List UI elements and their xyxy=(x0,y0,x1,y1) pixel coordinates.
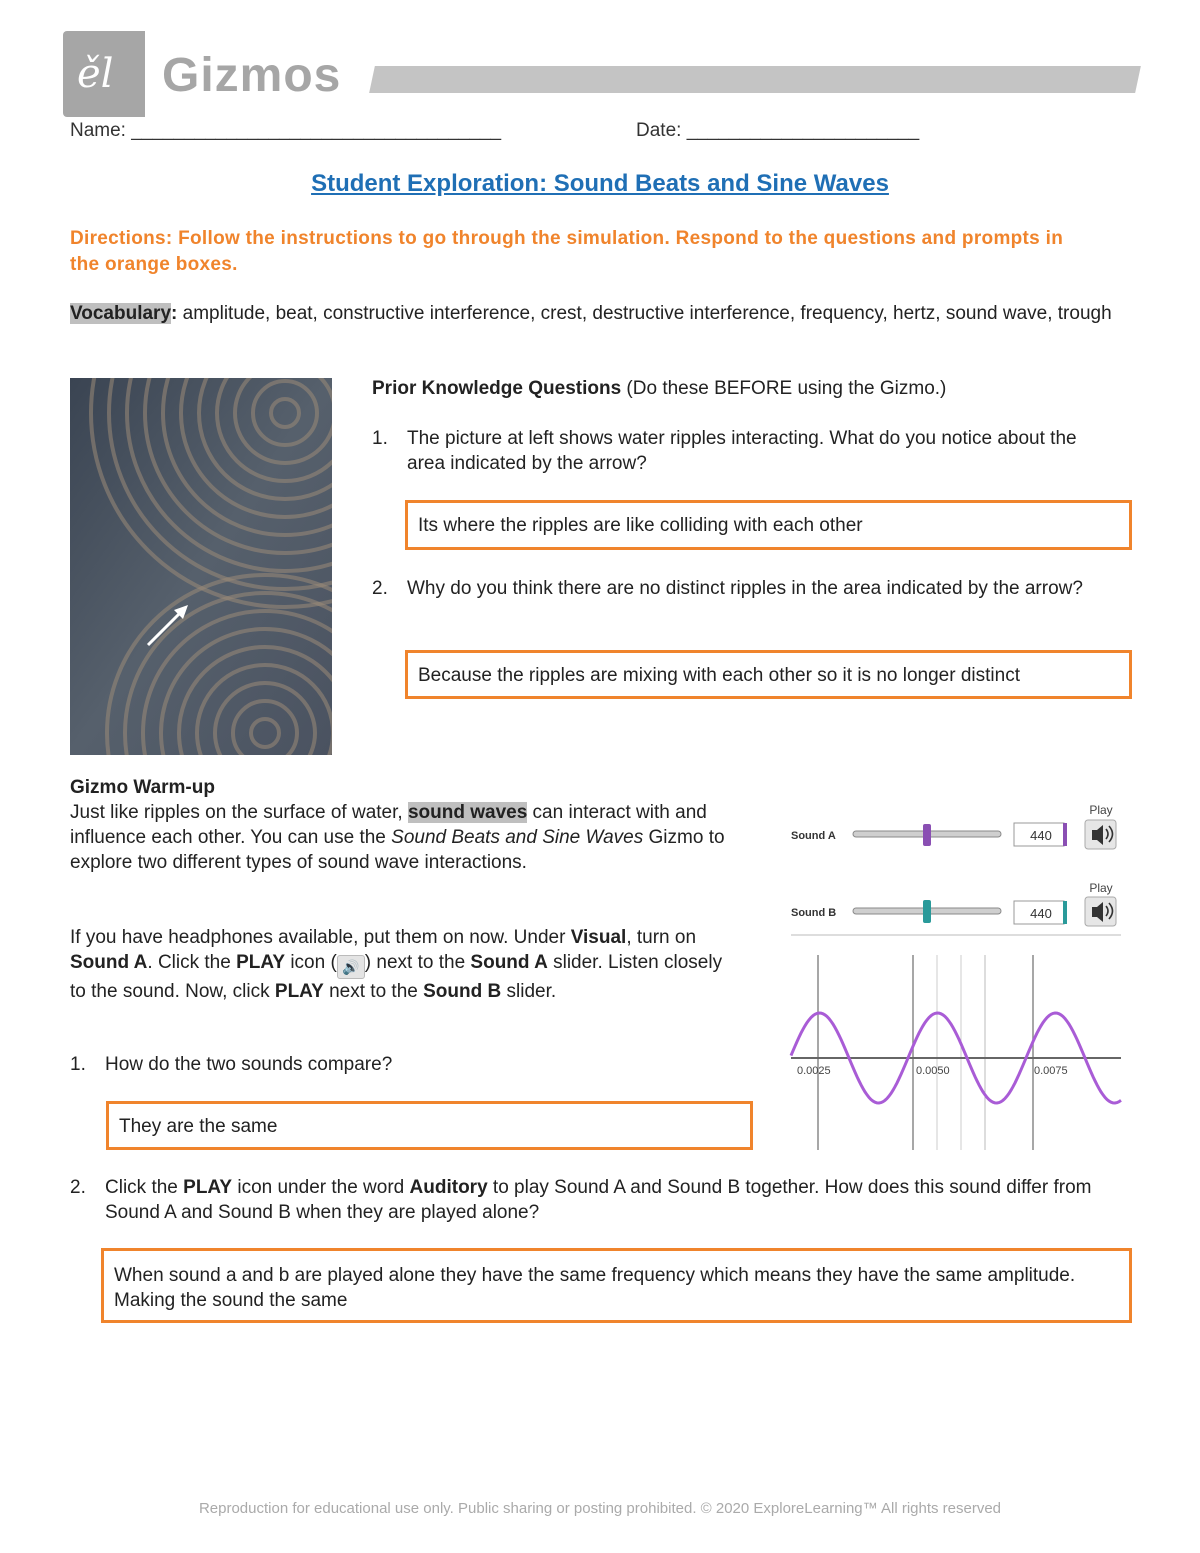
warmup-answer-2[interactable]: When sound a and b are played alone they have the same frequency which means they have the same amplitude. Making the sound the same xyxy=(101,1248,1132,1323)
speaker-icon: 🔊 xyxy=(337,955,365,979)
explorelearning-logo-mark: ěl xyxy=(63,31,145,117)
copyright-footer: Reproduction for educational use only. Public sharing or posting prohibited. © 2020 ExploreLearning™ All rights reserved xyxy=(198,1500,1002,1517)
sound-a-label: Sound A xyxy=(791,830,836,842)
water-ripples-photo xyxy=(70,378,332,755)
sound-a-slider[interactable] xyxy=(853,824,1001,846)
sound-b-label: Sound B xyxy=(791,907,837,919)
header-bar xyxy=(369,66,1141,93)
date-field-label: Date: ______________________ xyxy=(636,120,920,141)
x-tick-label: 0.0025 xyxy=(797,1065,831,1077)
page-title: Student Exploration: Sound Beats and Sine Waves xyxy=(311,170,889,197)
sound-b-slider[interactable] xyxy=(853,900,1001,923)
warmup-paragraph-1: Just like ripples on the surface of water, sound waves can interact with and influence each other. You can use the Sound Beats and Sine Waves Gizmo to explore two different types of sound wave interactions. xyxy=(70,802,725,873)
warmup-question-2: 2. Click the PLAY icon under the word Auditory to play Sound A and Sound B together. How does this sound differ from Sound A and Sound B when they are played alone? xyxy=(70,1177,1092,1223)
x-tick-label: 0.0050 xyxy=(916,1065,950,1077)
warmup-heading: Gizmo Warm-up xyxy=(70,777,215,798)
vocabulary-terms: amplitude, beat, constructive interference, crest, destructive interference, frequency, hertz, sound wave, trough xyxy=(177,303,1112,324)
gizmos-logo-text: Gizmos xyxy=(162,49,342,102)
sound-a-frequency-value: 440 xyxy=(1030,828,1052,843)
play-label-a: Play xyxy=(1089,803,1113,817)
prior-question-1: 1. The picture at left shows water ripples interacting. What do you notice about the area indicated by the arrow? xyxy=(372,428,1077,474)
vocabulary-line: Vocabulary: amplitude, beat, constructive interference, crest, destructive interference, frequency, hertz, sound wave, trough xyxy=(70,303,1112,324)
play-label-b: Play xyxy=(1089,881,1113,895)
prior-answer-1[interactable]: Its where the ripples are like colliding with each other xyxy=(405,500,1132,550)
prior-knowledge-heading: Prior Knowledge Questions (Do these BEFORE using the Gizmo.) xyxy=(372,378,947,399)
x-tick-label: 0.0075 xyxy=(1034,1065,1068,1077)
directions-text: Directions: Follow the instructions to go through the simulation. Respond to the questions and prompts in the orange boxes. xyxy=(70,228,1064,275)
warmup-paragraph-2: If you have headphones available, put them on now. Under Visual, turn on Sound A. Click the PLAY icon ( 🔊 ) next to the Sound A slider. Listen closely to the sound. Now, click PLAY next to the Sound B slider. xyxy=(70,927,723,1002)
prior-question-2: 2. Why do you think there are no distinct ripples in the area indicated by the arrow? xyxy=(372,578,1083,599)
prior-answer-2[interactable]: Because the ripples are mixing with each other so it is no longer distinct xyxy=(405,650,1132,699)
warmup-question-1: 1. How do the two sounds compare? xyxy=(70,1054,393,1075)
sound-a-play-button[interactable] xyxy=(1085,820,1116,849)
sound-b-play-button[interactable] xyxy=(1085,897,1116,926)
name-field-label: Name: ___________________________________ xyxy=(70,120,502,141)
sound-b-frequency-value: 440 xyxy=(1030,906,1052,921)
vocabulary-label: Vocabulary xyxy=(70,303,172,324)
waveform-graph xyxy=(791,935,1121,1150)
warmup-answer-1[interactable]: They are the same xyxy=(106,1101,753,1150)
gizmo-simulation-panel xyxy=(785,800,1125,1152)
